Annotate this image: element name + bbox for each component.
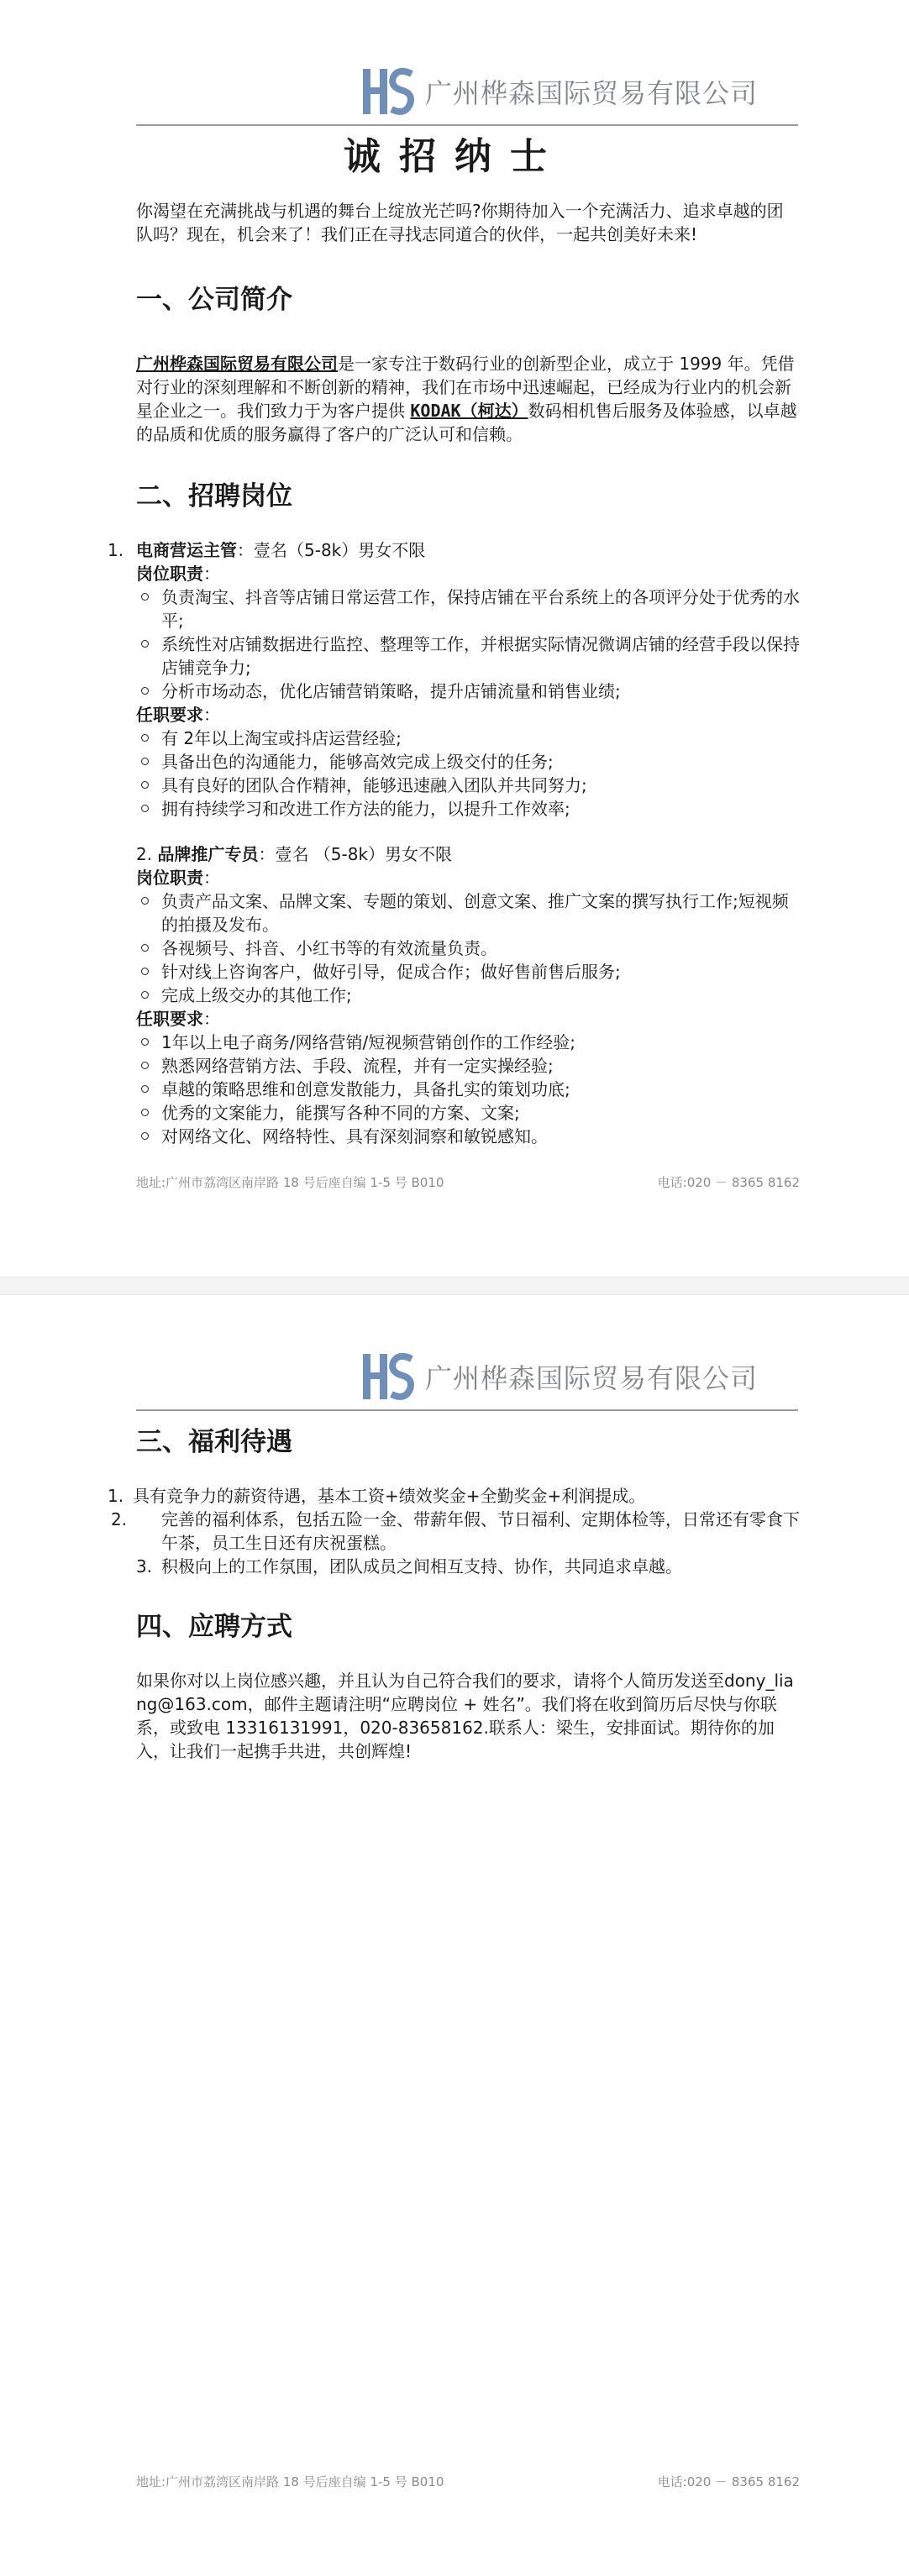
- job-2: [136, 842, 800, 1148]
- footer-address: 地址:广州市荔湾区南岸路 18 号后座自编 1-5 号 B010: [136, 2474, 444, 2489]
- bullet-icon: [141, 805, 149, 812]
- list-item: [136, 727, 800, 750]
- text-segment: ：: [203, 705, 220, 725]
- text-segment: 3.: [136, 1556, 153, 1577]
- page-footer: [136, 2473, 800, 2490]
- text-segment: 2.: [111, 1509, 128, 1529]
- apply-paragraph: 如果你对以上岗位感兴趣，并且认为自己符合我们的要求，请将个人简历发送至dony_liang@163.com，邮件主题请注明“应聘岗位 + 姓名”。我们将在收到简历后尽快与你联系，或致电 13316131991，020-83658162.联系人：梁生，安排面试。期待你的加入，让我们一起携手共进，共创辉煌!: [136, 1671, 794, 1761]
- benefits-list: [108, 1484, 800, 1578]
- list-item: [136, 797, 800, 821]
- company-name: 广州桦森国际贸易有限公司: [425, 77, 759, 109]
- text-segment: 具有良好的团队合作精神，能够迅速融入团队并共同努力;: [161, 775, 587, 795]
- text-segment: 完成上级交办的其他工作;: [161, 985, 352, 1005]
- bullet-icon: [141, 897, 149, 905]
- bullet-icon: [141, 1132, 149, 1140]
- list-item: [136, 1125, 800, 1148]
- footer-address: 地址:广州市荔湾区南岸路 18 号后座自编 1-5 号 B010: [136, 1175, 444, 1190]
- footer-phone: 电话:020 － 8365 8162: [657, 2474, 800, 2489]
- text-segment: ：: [203, 564, 220, 584]
- bullet-icon: [141, 944, 149, 952]
- text-segment: 完善的福利体系，包括五险一金、带薪年假、节日福利、定期体检等，日常还有零食下午茶，员工生日还有庆祝蛋糕。: [161, 1509, 800, 1553]
- text-segment: 针对线上咨询客户，做好引导，促成合作；做好售前售后服务;: [161, 962, 621, 982]
- text-segment: 系统性对店铺数据进行监控、整理等工作，并根据实际情况微调店铺的经营手段以保持店铺竞争力;: [161, 634, 800, 678]
- main-content-2: [108, 1425, 800, 1763]
- job-2-duties-label: [136, 866, 800, 889]
- job-1-duties-label: [136, 562, 800, 585]
- job-2-requirements-list: [136, 1031, 800, 1148]
- job-2-duties-list: [136, 889, 800, 1007]
- list-item: [136, 960, 800, 984]
- text-segment: 负责淘宝、抖音等店铺日常运营工作，保持店铺在平台系统上的各项评分处于优秀的水平;: [161, 587, 800, 631]
- text-segment: 分析市场动态，优化店铺营销策略，提升店铺流量和销售业绩;: [161, 681, 621, 701]
- text-segment: ：: [203, 868, 220, 888]
- list-item: [136, 632, 800, 679]
- list-item: [136, 1054, 800, 1078]
- hs-logo-icon: [361, 1351, 415, 1403]
- text-segment: 积极向上的工作氛围，团队成员之间相互支持、协作，共同追求卓越。: [161, 1556, 682, 1577]
- brand-name: KODAK（柯达）: [410, 401, 528, 421]
- job-1-title-line: [108, 538, 800, 562]
- text-segment: 具备出色的沟通能力，能够高效完成上级交付的任务;: [161, 752, 554, 772]
- page-1: [0, 0, 909, 1277]
- text-segment: ：: [203, 1009, 220, 1029]
- company-name-highlight: 广州桦森国际贸易有限公司: [136, 354, 338, 374]
- page-title: 诚招纳士: [344, 135, 565, 178]
- job-1-title: 电商营运主管: [136, 540, 237, 560]
- company-name: 广州桦森国际贸易有限公司: [425, 1362, 759, 1394]
- list-item: [136, 750, 800, 774]
- text-segment: 各视频号、抖音、小红书等的有效流量负责。: [161, 938, 497, 958]
- text-segment: 卓越的策略思维和创意发散能力，具备扎实的策划功底;: [161, 1079, 570, 1099]
- list-item: [111, 1508, 800, 1555]
- job-2-title: 品牌推广专员: [157, 844, 259, 864]
- list-item: [136, 889, 800, 936]
- company-intro-text-2: 数码相机售后服务及体验感，以卓越的品质和优质的服务赢得了客户的广泛认可和信赖。: [136, 401, 797, 444]
- bullet-icon: [141, 991, 149, 999]
- bullet-icon: [141, 758, 149, 765]
- text-segment: 任职要求: [136, 1009, 203, 1029]
- section-heading-company: 一、公司简介: [136, 285, 292, 315]
- section-heading-benefits: 三、福利待遇: [136, 1427, 292, 1457]
- bullet-icon: [141, 687, 149, 695]
- job-2-requirements-label: [136, 1007, 800, 1031]
- job-2-title-line: [136, 842, 800, 866]
- list-item: [136, 1101, 800, 1125]
- list-item: [136, 1555, 800, 1578]
- company-intro-text: 是一家专注于数码行业的创新型企业，成立于 1999 年。凭借对行业的深刻理解和不断创新的精神，我们在市场中迅速崛起，已经成为行业内的机会新星企业之一。我们致力于为客户提供: [136, 354, 795, 421]
- text-segment: 优秀的文案能力，能撰写各种不同的方案、文案;: [161, 1103, 520, 1123]
- text-segment: 有 2年以上淘宝或抖店运营经验;: [161, 728, 402, 748]
- text-segment: 熟悉网络营销方法、手段、流程，并有一定实操经验;: [161, 1056, 554, 1076]
- bullet-icon: [141, 1038, 149, 1046]
- job-2-info: ：壹名 （5-8k）男女不限: [258, 844, 453, 864]
- job-1-number: 1.: [108, 540, 124, 560]
- section-heading-jobs: 二、招聘岗位: [136, 481, 292, 512]
- page-separator: [0, 1277, 909, 1295]
- list-item: [136, 936, 800, 960]
- main-content: [108, 199, 800, 1148]
- header-rule: [136, 1409, 798, 1411]
- hs-logo-icon: [361, 66, 415, 118]
- text-segment: 岗位职责: [136, 868, 203, 888]
- text-segment: 负责产品文案、品牌文案、专题的策划、创意文案、推广文案的撰写执行工作;短视频的拍摄及发布。: [161, 891, 789, 935]
- bullet-icon: [141, 734, 149, 742]
- letterhead: [361, 1351, 758, 1403]
- bullet-icon: [141, 1062, 149, 1069]
- list-item: [136, 1078, 800, 1101]
- text-segment: 对网络文化、网络特性、具有深刻洞察和敏锐感知。: [161, 1126, 548, 1146]
- list-item: [136, 1031, 800, 1054]
- job-2-number: 2.: [136, 844, 153, 864]
- list-item: [108, 1484, 800, 1508]
- text-segment: 1.: [108, 1486, 124, 1506]
- job-1-requirements-list: [136, 727, 800, 821]
- job-1: [108, 538, 800, 821]
- bullet-icon: [141, 1085, 149, 1093]
- list-item: [136, 679, 800, 703]
- job-1-info: ：壹名（5-8k）男女不限: [237, 540, 426, 560]
- company-intro-paragraph: [136, 352, 800, 446]
- section-heading-apply: 四、应聘方式: [136, 1612, 292, 1642]
- text-segment: 具有竞争力的薪资待遇，基本工资+绩效奖金+全勤奖金+利润提成。: [133, 1486, 646, 1506]
- text-segment: 拥有持续学习和改进工作方法的能力，以提升工作效率;: [161, 799, 570, 819]
- text-segment: 任职要求: [136, 705, 203, 725]
- bullet-icon: [141, 640, 149, 648]
- job-1-duties-list: [136, 585, 800, 703]
- footer-phone: 电话:020 － 8365 8162: [657, 1175, 800, 1190]
- job-1-requirements-label: [136, 703, 800, 727]
- page-footer: [136, 1173, 800, 1191]
- list-item: [136, 984, 800, 1007]
- text-segment: 岗位职责: [136, 564, 203, 584]
- bullet-icon: [141, 781, 149, 789]
- list-item: [136, 774, 800, 797]
- letterhead: [361, 66, 758, 118]
- bullet-icon: [141, 968, 149, 975]
- bullet-icon: [141, 1109, 149, 1116]
- intro-paragraph: 你渴望在充满挑战与机遇的舞台上绽放光芒吗?你期待加入一个充满活力、追求卓越的团队吗？现在，机会来了！我们正在寻找志同道合的伙伴，一起共创美好未来!: [136, 201, 784, 244]
- page-2: [0, 1295, 909, 2576]
- list-item: [136, 585, 800, 632]
- text-segment: 1年以上电子商务/网络营销/短视频营销创作的工作经验;: [161, 1032, 575, 1052]
- bullet-icon: [141, 593, 149, 601]
